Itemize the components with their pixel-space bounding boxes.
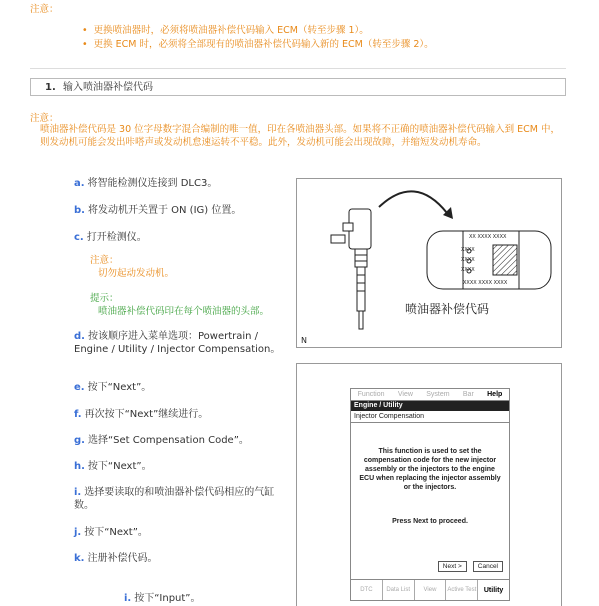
code-line: XXXX XXXX XXXX [463,280,508,286]
step-d: d. 按该顺序进入菜单选项：Powertrain / Engine / Utility / Injector Compensation。 [74,331,281,355]
step-i-sub: i. 按下“Input”。 [124,593,201,604]
tab-view[interactable]: View [415,580,447,600]
step-e: e. 按下“Next”。 [74,382,152,393]
menu-function[interactable]: Function [357,391,385,398]
tab-dtc[interactable]: DTC [351,580,383,600]
figure-corner-label: N [301,336,307,345]
next-button[interactable]: Next > [438,561,467,572]
bullet-item: • 更换喷油器时，必须将喷油器补偿代码输入 ECM（转至步骤 1）。 [82,24,434,38]
step-g: g. 选择“Set Compensation Code”。 [74,435,249,446]
tester-proceed-text: Press Next to proceed. [392,518,468,525]
step-c-hint: 提示： 喷油器补偿代码印在每个喷油器的头部。 [90,293,270,317]
injector-illustration [297,179,561,347]
step-b: b. 将发动机开关置于 ON (IG) 位置。 [74,205,242,216]
tester-path: Engine / Utility [351,401,509,411]
top-note-title: 注意： [30,4,59,15]
section-title: 输入喷油器补偿代码 [62,82,153,93]
tab-active-test[interactable]: Active Test [446,580,478,600]
step-f: f. 再次按下“Next”继续进行。 [74,409,209,420]
menu-view[interactable]: View [397,391,413,398]
divider [30,68,566,69]
tab-data-list[interactable]: Data List [383,580,415,600]
section-header [30,78,566,96]
step-c-note: 注意： 切勿起动发动机。 [90,255,175,279]
bullet-item: • 更换 ECM 时，必须将全部现有的喷油器补偿代码输入新的 ECM（转至步骤 2）。 [82,38,434,52]
tester-tabs [351,579,509,600]
menu-help[interactable]: Help [487,391,503,398]
tester-screen [350,388,510,601]
cancel-button[interactable]: Cancel [473,561,503,572]
step-a: a. 将智能检测仪连接到 DLC3。 [74,178,218,189]
code-line: XXXX [461,247,475,253]
step-k: k. 注册补偿代码。 [74,553,158,564]
tab-utility[interactable]: Utility [483,586,504,594]
code-line: XX XXXX XXXX [469,234,507,240]
tester-figure [296,363,562,606]
top-note-bullets [82,24,434,52]
caution-title: 注意： [30,113,59,124]
menu-system[interactable]: System [426,391,450,398]
step-c: c. 打开检测仪。 [74,232,147,243]
code-line: XXXX [461,267,475,273]
injector-figure [296,178,562,348]
step-h: h. 按下“Next”。 [74,461,152,472]
figure-caption: 喷油器补偿代码 [405,302,490,316]
section-number: 1. [45,82,56,93]
tester-body-text: This function is used to set the compensation code for the new injector assembly or the injectors to the engine ECU when replacing the injector assembly or the injectors. [359,448,501,491]
tester-menubar [351,389,509,401]
menu-bar[interactable]: Bar [462,391,474,398]
step-j: j. 按下“Next”。 [74,527,148,538]
step-i: i. 选择要读取的和喷油器补偿代码相应的气缸数。 [74,487,275,511]
caution-text: 喷油器补偿代码是 30 位字母数字混合编制的唯一值，印在各喷油器头部。如果将不正确的喷油器补偿代码输入到 ECM 中，则发动机可能会发出咔嗒声或发动机怠速运转不平稳。此外，发动机可能会出现故障，并缩短发动机寿命。 [40,124,561,148]
tester-subtitle: Injector Compensation [351,411,509,423]
code-line: XXXX [461,257,475,263]
